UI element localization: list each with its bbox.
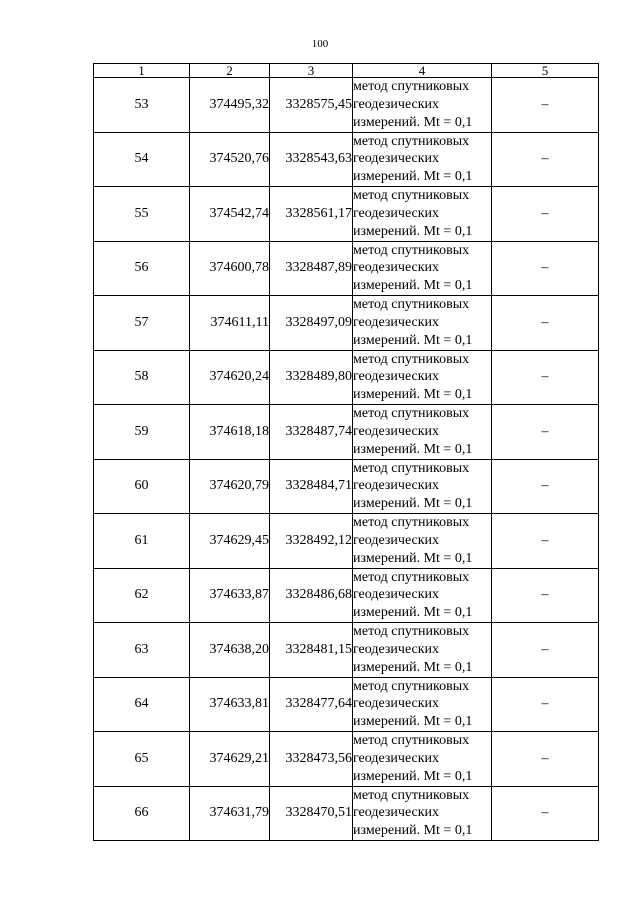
table-row	[94, 78, 599, 133]
remark-cell: –	[492, 732, 599, 787]
remark-cell: –	[492, 296, 599, 351]
y-coordinate-cell: 3328481,15	[270, 623, 353, 678]
point-number-cell: 54	[94, 132, 190, 187]
remark-cell: –	[492, 568, 599, 623]
method-cell	[353, 786, 492, 841]
remark-cell: –	[492, 786, 599, 841]
remark-cell: –	[492, 459, 599, 514]
column-header: 1	[94, 64, 190, 78]
method-text: метод спутниковых геодезических измерений. Mt = 0,1	[353, 787, 473, 839]
column-header: 2	[190, 64, 270, 78]
point-number-cell: 53	[94, 78, 190, 133]
table-row	[94, 132, 599, 187]
method-text: метод спутниковых геодезических измерений. Mt = 0,1	[353, 79, 473, 130]
remark-cell: –	[492, 677, 599, 732]
y-coordinate-cell: 3328477,64	[270, 677, 353, 732]
table-row	[94, 187, 599, 242]
method-cell	[353, 677, 492, 732]
method-text: метод спутниковых геодезических измерений. Mt = 0,1	[353, 188, 473, 239]
x-coordinate-cell: 374618,18	[190, 405, 270, 460]
table-row	[94, 568, 599, 623]
table-row	[94, 623, 599, 678]
x-coordinate-cell: 374495,32	[190, 78, 270, 133]
method-text: метод спутниковых геодезических измерений. Mt = 0,1	[353, 351, 473, 403]
column-header: 3	[270, 64, 353, 78]
y-coordinate-cell: 3328487,89	[270, 241, 353, 296]
method-cell	[353, 241, 492, 296]
x-coordinate-cell: 374631,79	[190, 786, 270, 841]
table-row	[94, 459, 599, 514]
x-coordinate-cell: 374600,78	[190, 241, 270, 296]
method-text: метод спутниковых геодезических измерений. Mt = 0,1	[353, 678, 473, 730]
remark-cell: –	[492, 514, 599, 569]
remark-cell: –	[492, 78, 599, 133]
method-text: метод спутниковых геодезических измерений. Mt = 0,1	[353, 733, 473, 784]
point-number-cell: 56	[94, 241, 190, 296]
y-coordinate-cell: 3328492,12	[270, 514, 353, 569]
table-row	[94, 677, 599, 732]
table-header-row	[94, 64, 599, 78]
method-text: метод спутниковых геодезических измерений. Mt = 0,1	[353, 297, 473, 348]
method-cell	[353, 732, 492, 787]
table-body	[94, 78, 599, 841]
method-cell	[353, 78, 492, 133]
y-coordinate-cell: 3328487,74	[270, 405, 353, 460]
method-cell	[353, 296, 492, 351]
y-coordinate-cell: 3328473,56	[270, 732, 353, 787]
table-row	[94, 350, 599, 405]
column-header: 4	[353, 64, 492, 78]
x-coordinate-cell: 374633,87	[190, 568, 270, 623]
point-number-cell: 65	[94, 732, 190, 787]
remark-cell: –	[492, 187, 599, 242]
remark-cell: –	[492, 623, 599, 678]
table-row	[94, 786, 599, 841]
coordinates-table	[93, 63, 599, 841]
page-number: 100	[311, 38, 329, 50]
method-cell	[353, 350, 492, 405]
y-coordinate-cell: 3328543,63	[270, 132, 353, 187]
point-number-cell: 66	[94, 786, 190, 841]
point-number-cell: 55	[94, 187, 190, 242]
point-number-cell: 61	[94, 514, 190, 569]
remark-cell: –	[492, 241, 599, 296]
point-number-cell: 58	[94, 350, 190, 405]
x-coordinate-cell: 374542,74	[190, 187, 270, 242]
y-coordinate-cell: 3328497,09	[270, 296, 353, 351]
table-row	[94, 732, 599, 787]
x-coordinate-cell: 374629,45	[190, 514, 270, 569]
method-cell	[353, 514, 492, 569]
table-row	[94, 241, 599, 296]
x-coordinate-cell: 374633,81	[190, 677, 270, 732]
method-text: метод спутниковых геодезических измерений. Mt = 0,1	[353, 515, 473, 566]
point-number-cell: 64	[94, 677, 190, 732]
y-coordinate-cell: 3328470,51	[270, 786, 353, 841]
point-number-cell: 63	[94, 623, 190, 678]
method-cell	[353, 623, 492, 678]
remark-cell: –	[492, 405, 599, 460]
remark-cell: –	[492, 350, 599, 405]
x-coordinate-cell: 374520,76	[190, 132, 270, 187]
method-cell	[353, 459, 492, 514]
method-text: метод спутниковых геодезических измерений. Mt = 0,1	[353, 460, 473, 512]
method-text: метод спутниковых геодезических измерений. Mt = 0,1	[353, 406, 473, 457]
method-cell	[353, 405, 492, 460]
x-coordinate-cell: 374629,21	[190, 732, 270, 787]
method-cell	[353, 568, 492, 623]
y-coordinate-cell: 3328486,68	[270, 568, 353, 623]
x-coordinate-cell: 374611,11	[190, 296, 270, 351]
y-coordinate-cell: 3328561,17	[270, 187, 353, 242]
point-number-cell: 62	[94, 568, 190, 623]
point-number-cell: 57	[94, 296, 190, 351]
x-coordinate-cell: 374620,24	[190, 350, 270, 405]
x-coordinate-cell: 374620,79	[190, 459, 270, 514]
point-number-cell: 60	[94, 459, 190, 514]
method-text: метод спутниковых геодезических измерений. Mt = 0,1	[353, 624, 473, 675]
table-row	[94, 405, 599, 460]
table-row	[94, 514, 599, 569]
method-text: метод спутниковых геодезических измерений. Mt = 0,1	[353, 242, 473, 294]
y-coordinate-cell: 3328484,71	[270, 459, 353, 514]
method-cell	[353, 187, 492, 242]
y-coordinate-cell: 3328575,45	[270, 78, 353, 133]
point-number-cell: 59	[94, 405, 190, 460]
y-coordinate-cell: 3328489,80	[270, 350, 353, 405]
method-text: метод спутниковых геодезических измерений. Mt = 0,1	[353, 569, 473, 621]
method-cell	[353, 132, 492, 187]
column-header: 5	[492, 64, 599, 78]
table-row	[94, 296, 599, 351]
remark-cell: –	[492, 132, 599, 187]
x-coordinate-cell: 374638,20	[190, 623, 270, 678]
method-text: метод спутниковых геодезических измерений. Mt = 0,1	[353, 133, 473, 185]
